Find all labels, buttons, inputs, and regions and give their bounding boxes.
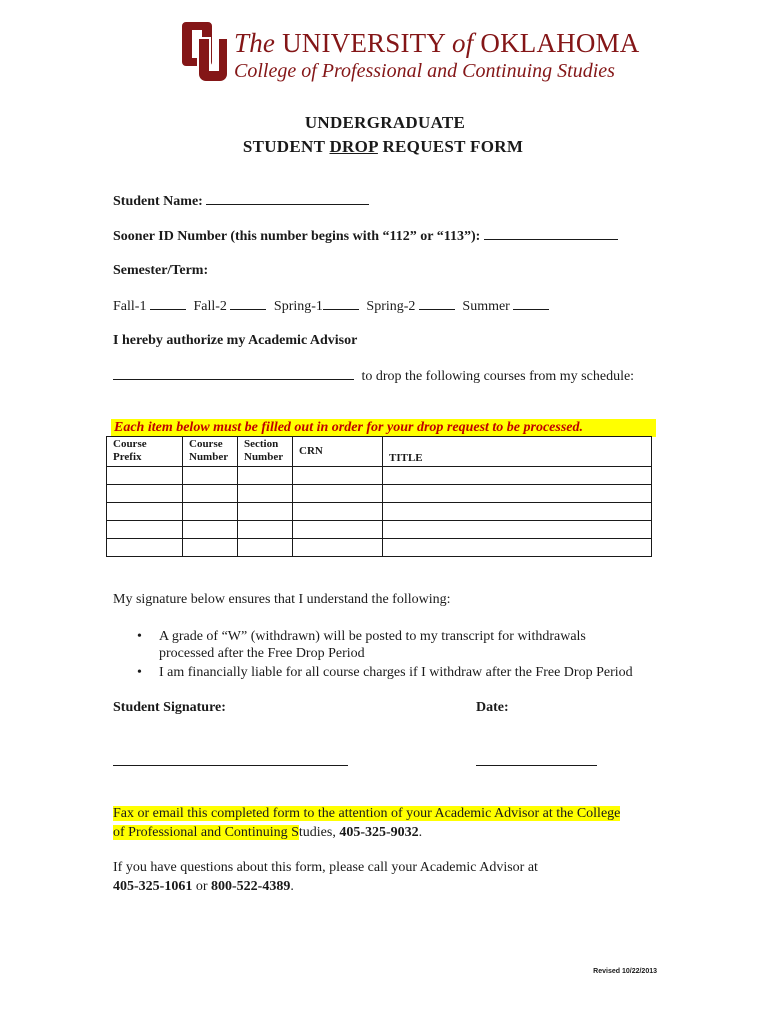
term-summer-field[interactable] — [513, 298, 549, 310]
bullet-text: A grade of “W” (withdrawn) will be posted to my transcript for withdrawals — [159, 629, 586, 644]
table-row — [107, 485, 652, 503]
cell-crn[interactable] — [293, 521, 383, 539]
cell-crn[interactable] — [293, 503, 383, 521]
term-options — [113, 298, 549, 315]
or-text: or — [192, 879, 211, 894]
acknowledge-intro: My signature below ensures that I understand the following: — [113, 592, 451, 607]
logo-university: UNIVERSITY — [282, 28, 446, 58]
cell-section-number[interactable] — [238, 485, 293, 503]
fax-line1: Fax or email this completed form to the attention of your Academic Advisor at the College — [113, 806, 621, 821]
sooner-id-label: Sooner ID Number (this number begins with “112” or “113”): — [113, 229, 481, 244]
cell-title[interactable] — [383, 539, 652, 557]
date-label: Date: — [476, 700, 509, 715]
logo-state: OKLAHOMA — [480, 28, 640, 58]
term-spring1-field[interactable] — [323, 298, 359, 310]
revised-date: Revised 10/22/2013 — [593, 968, 657, 975]
drop-courses-text: to drop the following courses from my schedule: — [361, 369, 635, 384]
cell-course-number[interactable] — [183, 467, 238, 485]
cell-title[interactable] — [383, 467, 652, 485]
advisor-row — [113, 368, 634, 385]
cell-course-prefix[interactable] — [107, 503, 183, 521]
table-row — [107, 521, 652, 539]
student-name-label: Student Name: — [113, 194, 203, 209]
phone-1: 405-325-1061 — [113, 879, 193, 894]
cell-section-number[interactable] — [238, 521, 293, 539]
header-course-prefix: Course Prefix — [107, 437, 183, 467]
university-name — [234, 28, 639, 59]
cell-course-prefix[interactable] — [107, 485, 183, 503]
cell-crn[interactable] — [293, 467, 383, 485]
student-name-row — [113, 193, 369, 210]
questions-text — [113, 858, 538, 896]
term-fall2-label: Fall-2 — [193, 299, 227, 314]
cell-course-prefix[interactable] — [107, 521, 183, 539]
advisor-name-field[interactable] — [113, 368, 354, 380]
acknowledge-list — [113, 628, 633, 681]
course-table-header — [107, 437, 652, 467]
header-section-number: Section Number — [238, 437, 293, 467]
form-title-line1: UNDERGRADUATE — [304, 113, 466, 132]
questions-line1: If you have questions about this form, please call your Academic Advisor at — [113, 860, 538, 875]
cell-course-number[interactable] — [183, 539, 238, 557]
fax-phone: 405-325-9032 — [339, 825, 419, 840]
cell-section-number[interactable] — [238, 467, 293, 485]
fax-end: . — [418, 825, 423, 840]
cell-title[interactable] — [383, 521, 652, 539]
header-crn: CRN — [293, 437, 383, 467]
cell-crn[interactable] — [293, 485, 383, 503]
cell-course-number[interactable] — [183, 485, 238, 503]
student-signature-label: Student Signature: — [113, 700, 226, 715]
form-title-drop: DROP — [329, 137, 378, 156]
student-signature-field[interactable] — [113, 765, 348, 766]
form-title-line2 — [0, 137, 768, 157]
period: . — [290, 879, 294, 894]
list-item — [113, 628, 633, 662]
student-name-field[interactable] — [206, 193, 369, 205]
phone-2: 800-522-4389 — [211, 879, 291, 894]
ou-interlocking-logo-icon — [182, 18, 228, 86]
sooner-id-row — [113, 228, 618, 245]
term-spring2-label: Spring-2 — [366, 299, 416, 314]
term-spring1-label: Spring-1 — [273, 299, 323, 314]
header-course-number: Course Number — [183, 437, 238, 467]
date-field[interactable] — [476, 765, 597, 766]
bullet-text: processed after the Free Drop Period — [159, 646, 365, 661]
required-notice: Each item below must be filled out in order for your drop request to be processed. — [111, 419, 656, 437]
table-row — [107, 503, 652, 521]
form-title-student: STUDENT — [242, 137, 330, 156]
cell-course-number[interactable] — [183, 503, 238, 521]
semester-label: Semester/Term: — [113, 263, 209, 278]
cell-section-number[interactable] — [238, 503, 293, 521]
course-table — [106, 436, 652, 557]
sooner-id-field[interactable] — [484, 228, 618, 240]
fax-line2-highlight: of Professional and Continuing S — [113, 825, 299, 840]
college-name: College of Professional and Continuing Studies — [234, 60, 615, 82]
term-fall2-field[interactable] — [230, 298, 266, 310]
term-fall1-field[interactable] — [150, 298, 186, 310]
cell-section-number[interactable] — [238, 539, 293, 557]
bullet-icon: • — [137, 665, 142, 680]
table-row — [107, 539, 652, 557]
fax-instructions — [113, 804, 653, 842]
logo-the: The — [234, 28, 276, 58]
cell-title[interactable] — [383, 503, 652, 521]
term-spring2-field[interactable] — [419, 298, 455, 310]
cell-title[interactable] — [383, 485, 652, 503]
cell-course-number[interactable] — [183, 521, 238, 539]
fax-line2-rest: tudies, — [298, 825, 340, 840]
authorize-statement: I hereby authorize my Academic Advisor — [113, 333, 358, 348]
university-logo — [182, 18, 640, 88]
term-summer-label: Summer — [462, 299, 510, 314]
term-fall1-label: Fall-1 — [113, 299, 147, 314]
cell-crn[interactable] — [293, 539, 383, 557]
table-row — [107, 467, 652, 485]
cell-course-prefix[interactable] — [107, 539, 183, 557]
logo-of: of — [452, 28, 474, 58]
cell-course-prefix[interactable] — [107, 467, 183, 485]
bullet-icon: • — [137, 629, 142, 644]
bullet-text: I am financially liable for all course charges if I withdraw after the Free Drop Period — [159, 665, 633, 680]
list-item — [113, 664, 633, 681]
header-title: TITLE — [383, 437, 652, 467]
form-title-rest: REQUEST FORM — [377, 137, 524, 156]
